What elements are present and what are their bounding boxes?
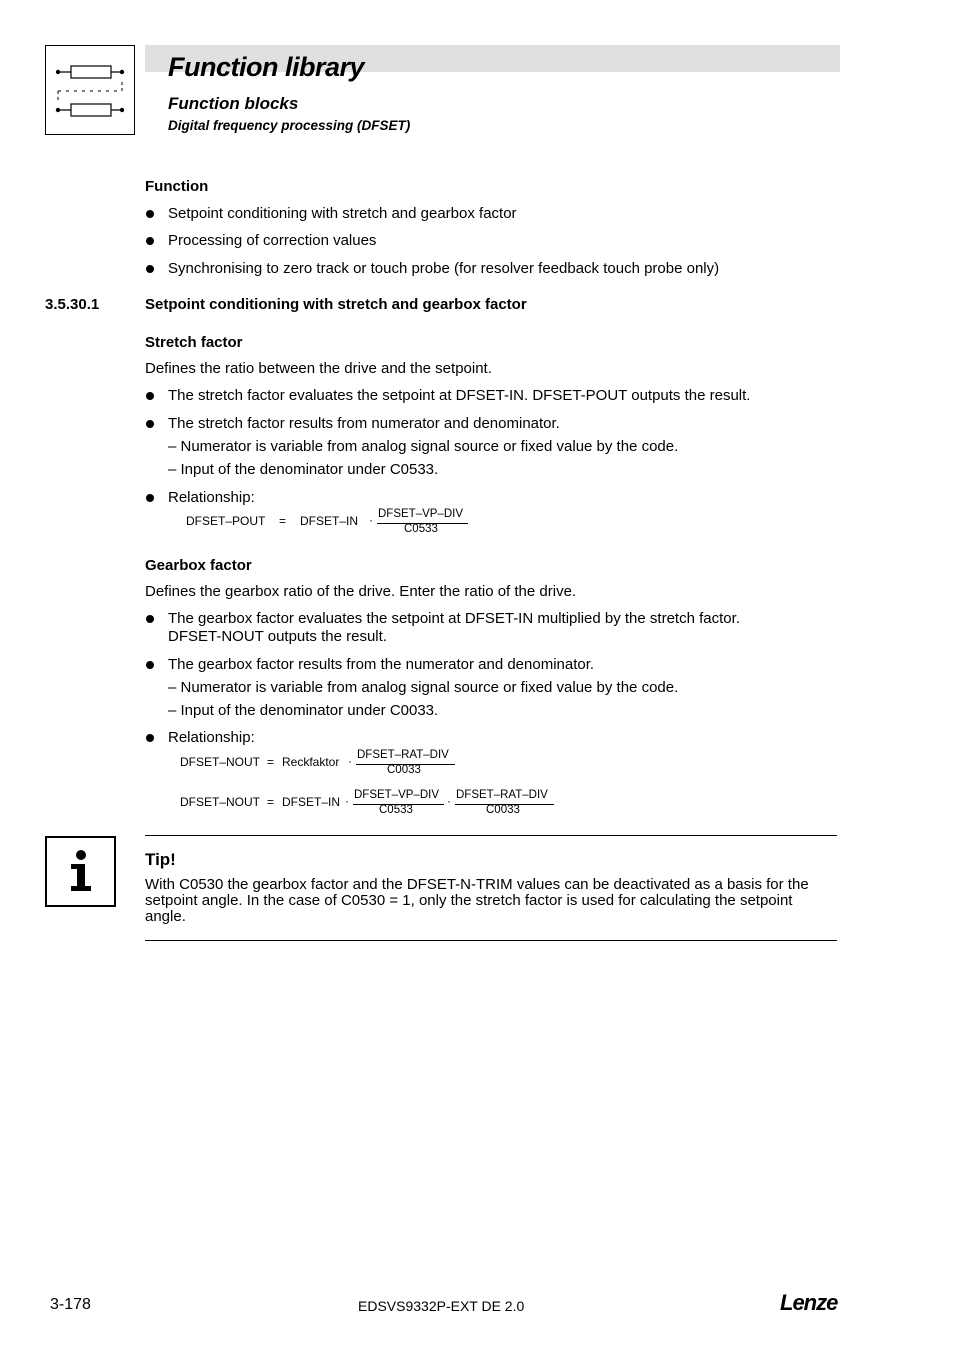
gearbox-bullet-1-line-1: The gearbox factor evaluates the setpoint at DFSET-IN multiplied by the stretch factor. [168, 610, 740, 627]
formula2-rhs: DFSET–IN [282, 795, 341, 809]
bullet-dot [146, 420, 154, 428]
bullet-dot [146, 734, 154, 742]
tip-text-line-2: setpoint angle. In the case of C0530 = 1, only the stretch factor is used for calculating the setpoint [145, 892, 793, 909]
formula2-numerator-1: DFSET–VP–DIV [354, 789, 439, 801]
stretch-dash-1: – Numerator is variable from analog signal source or fixed value by the code. [168, 438, 679, 455]
gearbox-intro: Defines the gearbox ratio of the drive. Enter the ratio of the drive. [145, 583, 577, 600]
bullet-dot [146, 661, 154, 669]
function-bullet-2: Processing of correction values [168, 232, 377, 249]
gearbox-heading: Gearbox factor [145, 557, 252, 574]
gearbox-bullet-3: Relationship: [168, 729, 255, 746]
formula2-numerator-2: DFSET–RAT–DIV [456, 789, 548, 801]
gearbox-bullet-1-line-2: DFSET-NOUT outputs the result. [168, 628, 387, 645]
gearbox-bullet-2: The gearbox factor results from the numerator and denominator. [168, 656, 595, 673]
formula-rhs: DFSET–IN [300, 514, 359, 528]
bullet-dot [146, 265, 154, 273]
info-icon [45, 836, 116, 907]
document-id: EDSVS9332P-EXT DE 2.0 [358, 1298, 525, 1314]
bullet-dot [146, 392, 154, 400]
tip-text-line-3: angle. [145, 908, 186, 925]
formula-dot: · [369, 513, 373, 527]
formula2-equals: = [267, 795, 275, 809]
function-block-logo [45, 45, 135, 135]
stretch-bullet-2: The stretch factor results from numerator and denominator. [168, 415, 560, 432]
function-block-diagram-icon [46, 46, 134, 134]
section-title: Setpoint conditioning with stretch and gearbox factor [145, 296, 527, 313]
bullet-dot [146, 615, 154, 623]
gearbox-dash-1: – Numerator is variable from analog signal source or fixed value by the code. [168, 679, 679, 696]
formula2-dot-2: · [447, 794, 451, 808]
formula2-dot-1: · [345, 794, 349, 808]
bullet-dot [146, 494, 154, 502]
brand-logo: Lenze [780, 1290, 838, 1315]
stretch-intro: Defines the ratio between the drive and the setpoint. [145, 360, 492, 377]
formula-lhs: DFSET–POUT [186, 514, 266, 528]
formula1-equals: = [267, 755, 275, 769]
page-subtitle: Function blocks [168, 94, 299, 113]
page-subsubtitle: Digital frequency processing (DFSET) [168, 118, 411, 133]
formula2-lhs: DFSET–NOUT [180, 795, 261, 809]
gearbox-dash-2: – Input of the denominator under C0033. [168, 702, 439, 719]
formula-numerator: DFSET–VP–DIV [378, 508, 463, 520]
page-number: 3-178 [50, 1296, 91, 1313]
formula1-rhs: Reckfaktor [282, 755, 340, 769]
stretch-dash-2: – Input of the denominator under C0533. [168, 461, 439, 478]
tip-top-rule [145, 835, 837, 836]
formula1-denominator: C0033 [387, 764, 421, 776]
formula1-dot: · [348, 754, 352, 768]
formula1-numerator: DFSET–RAT–DIV [357, 749, 449, 761]
formula2-denominator-2: C0033 [486, 804, 520, 816]
function-heading: Function [145, 178, 209, 195]
formula-equals: = [279, 514, 287, 528]
stretch-heading: Stretch factor [145, 334, 243, 351]
page-title: Function library [168, 52, 365, 82]
formula2-denominator-1: C0533 [379, 804, 413, 816]
stretch-bullet-3: Relationship: [168, 489, 255, 506]
bullet-dot [146, 210, 154, 218]
formula1-lhs: DFSET–NOUT [180, 755, 261, 769]
section-number: 3.5.30.1 [45, 296, 100, 313]
formula-denominator: C0533 [404, 523, 438, 535]
bullet-dot [146, 237, 154, 245]
function-bullet-3: Synchronising to zero track or touch probe (for resolver feedback touch probe only) [168, 260, 720, 277]
tip-text-line-1: With C0530 the gearbox factor and the DFSET-N-TRIM values can be deactivated as a basis for the [145, 876, 809, 893]
stretch-bullet-1: The stretch factor evaluates the setpoint at DFSET-IN. DFSET-POUT outputs the result. [168, 387, 751, 404]
tip-heading: Tip! [145, 850, 176, 869]
function-bullet-1: Setpoint conditioning with stretch and gearbox factor [168, 205, 517, 222]
tip-bottom-rule [145, 940, 837, 941]
